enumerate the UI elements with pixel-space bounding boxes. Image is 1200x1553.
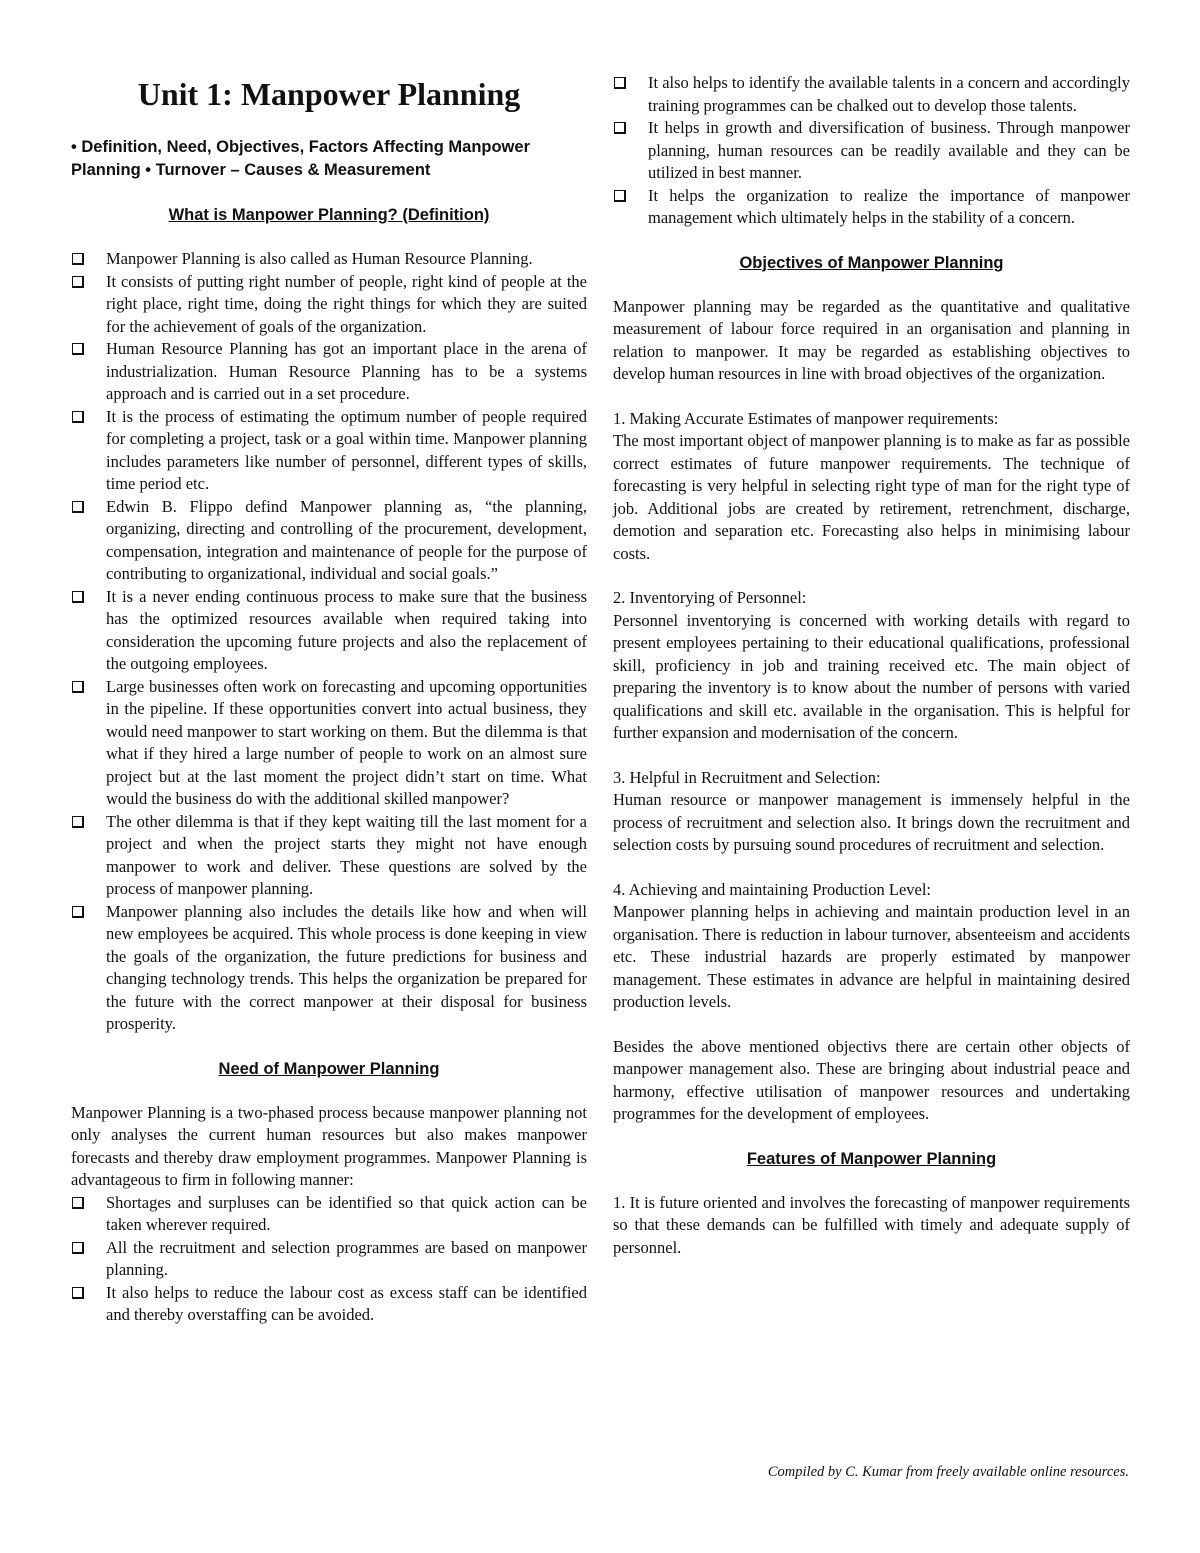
- list-item: Manpower planning also includes the details like how and when will new employees be acquired. This whole process is done keeping in view the goals of the organization, the future predictions for business and changing technology trends. This helps the organization be prepared for the future with the correct manpower at their disposal for business prosperity.: [71, 901, 587, 1036]
- features-heading: Features of Manpower Planning: [746, 1149, 997, 1168]
- list-item: It helps the organization to realize the importance of manpower management which ultimately helps in the stability of a concern.: [613, 185, 1130, 230]
- topics-line: • Definition, Need, Objectives, Factors Affecting Manpower Planning • Turnover – Causes & Measurement: [71, 138, 530, 179]
- checkbox-bullet-icon: [72, 591, 84, 603]
- objective-title: 4. Achieving and maintaining Production Level:: [613, 879, 932, 899]
- checkbox-bullet-icon: [72, 343, 84, 355]
- objective-text: The most important object of manpower planning is to make as far as possible correct estimates of future manpower requirements. The technique of forecasting is very helpful in selecting right type of man for the right type of job. Additional jobs are created by retirement, retrenchment, discharge, demotion and separation etc. Forecasting also helps in minimising labour costs.: [613, 431, 1130, 563]
- objective-text: Personnel inventorying is concerned with working details with regard to present employees pertaining to their educational qualifications, professional skill, proficiency in job and training received etc. The main object of preparing the inventory is to know about the number of persons with varied qualifications and skill etc. available in the organisation. This is helpful for further expansion and modernisation of the concern.: [613, 610, 1130, 742]
- checkbox-bullet-icon: [72, 816, 84, 828]
- need-list-continued: [613, 72, 1130, 230]
- footer-credit: Compiled by C. Kumar from freely available online resources.: [767, 1464, 1129, 1480]
- definition-list: [71, 248, 587, 1036]
- right-column: [613, 72, 1130, 1259]
- list-item: Shortages and surpluses can be identified so that quick action can be taken wherever required.: [71, 1192, 587, 1237]
- objective-title: 1. Making Accurate Estimates of manpower requirements:: [613, 408, 999, 428]
- list-item: Large businesses often work on forecasting and upcoming opportunities in the pipeline. If these opportunities convert into actual business, they would need manpower to start working on them. But the dilemma is that what if they hired a large number of people to work on an almost sure project but at the last moment the project didn’t start on time. What would the business do with the additional skilled manpower?: [71, 676, 587, 811]
- list-item: It helps in growth and diversification of business. Through manpower planning, human resources can be readily available and they can be utilized in best manner.: [613, 117, 1130, 185]
- objective-item: [613, 587, 1130, 745]
- left-column: [71, 70, 587, 1327]
- objective-item: [613, 879, 1130, 1014]
- checkbox-bullet-icon: [72, 1242, 84, 1254]
- list-item: It is a never ending continuous process to make sure that the business has the optimized resources available when required taking into consideration the upcoming future projects and also the replacement of the outgoing employees.: [71, 586, 587, 676]
- objective-item: [613, 408, 1130, 566]
- checkbox-bullet-icon: [72, 276, 84, 288]
- checkbox-bullet-icon: [72, 906, 84, 918]
- feature-item: 1. It is future oriented and involves the forecasting of manpower requirements so that these demands can be fulfilled with timely and adequate supply of personnel.: [613, 1192, 1130, 1257]
- need-intro: Manpower Planning is a two-phased process because manpower planning not only analyses the current human resources but also makes manpower forecasts and thereby draw employment programmes. Manpower Planning is advantageous to firm in following manner:: [71, 1102, 587, 1189]
- checkbox-bullet-icon: [614, 122, 626, 134]
- list-item: It also helps to reduce the labour cost as excess staff can be identified and thereby overstaffing can be avoided.: [71, 1282, 587, 1327]
- list-item: Human Resource Planning has got an important place in the arena of industrialization. Human Resource Planning has to be a systems approach and is carried out in a set procedure.: [71, 338, 587, 406]
- checkbox-bullet-icon: [72, 501, 84, 513]
- objectives-heading: Objectives of Manpower Planning: [739, 253, 1004, 272]
- list-item: The other dilemma is that if they kept waiting till the last moment for a project and when the project starts they might not have enough manpower to work and deliver. These questions are solved by the process of manpower planning.: [71, 811, 587, 901]
- checkbox-bullet-icon: [72, 1287, 84, 1299]
- need-heading: Need of Manpower Planning: [218, 1059, 440, 1078]
- definition-heading: What is Manpower Planning? (Definition): [168, 206, 490, 224]
- checkbox-bullet-icon: [72, 411, 84, 423]
- objective-title: 3. Helpful in Recruitment and Selection:: [613, 767, 881, 787]
- checkbox-bullet-icon: [72, 1197, 84, 1209]
- checkbox-bullet-icon: [614, 190, 626, 202]
- list-item: It also helps to identify the available talents in a concern and accordingly training programmes can be chalked out to develop those talents.: [613, 72, 1130, 117]
- list-item: Manpower Planning is also called as Human Resource Planning.: [71, 248, 587, 271]
- checkbox-bullet-icon: [614, 77, 626, 89]
- objective-text: Human resource or manpower management is immensely helpful in the process of recruitment and selection also. It brings down the recruitment and selection costs by pursuing sound procedures of recruitment and selection.: [613, 790, 1130, 854]
- list-item: It is the process of estimating the optimum number of people required for completing a project, task or a goal within time. Manpower planning includes parameters like number of personnel, different types of skills, time period etc.: [71, 406, 587, 496]
- list-item: Edwin B. Flippo defind Manpower planning as, “the planning, organizing, directing and controlling of the procurement, development, compensation, integration and maintenance of people for the purpose of contributing to organizational, individual and social goals.”: [71, 496, 587, 586]
- list-item: It consists of putting right number of people, right kind of people at the right place, right time, doing the right things for which they are suited for the achievement of goals of the organization.: [71, 271, 587, 339]
- objective-text: Manpower planning helps in achieving and maintain production level in an organisation. There is reduction in labour turnover, absenteeism and accidents etc. These industrial hazards are properly estimated by manpower management. These estimates in advance are helpful in maintaining desired production levels.: [613, 902, 1130, 1011]
- objectives-closing: Besides the above mentioned objectivs there are certain other objects of manpower management also. These are bringing about industrial peace and harmony, effective utilisation of manpower resources and undertaking programmes for the development of employees.: [613, 1036, 1130, 1123]
- objectives-intro: Manpower planning may be regarded as the quantitative and qualitative measurement of labour force required in an organisation and planning in relation to manpower. It may be regarded as establishing objectives to develop human resources in line with broad objectives of the organization.: [613, 296, 1130, 383]
- objective-title: 2. Inventorying of Personnel:: [613, 588, 807, 607]
- checkbox-bullet-icon: [72, 253, 84, 265]
- checkbox-bullet-icon: [72, 681, 84, 693]
- need-list: [71, 1192, 587, 1327]
- objective-item: [613, 767, 1130, 857]
- page-title: Unit 1: Manpower Planning: [137, 76, 521, 112]
- list-item: All the recruitment and selection programmes are based on manpower planning.: [71, 1237, 587, 1282]
